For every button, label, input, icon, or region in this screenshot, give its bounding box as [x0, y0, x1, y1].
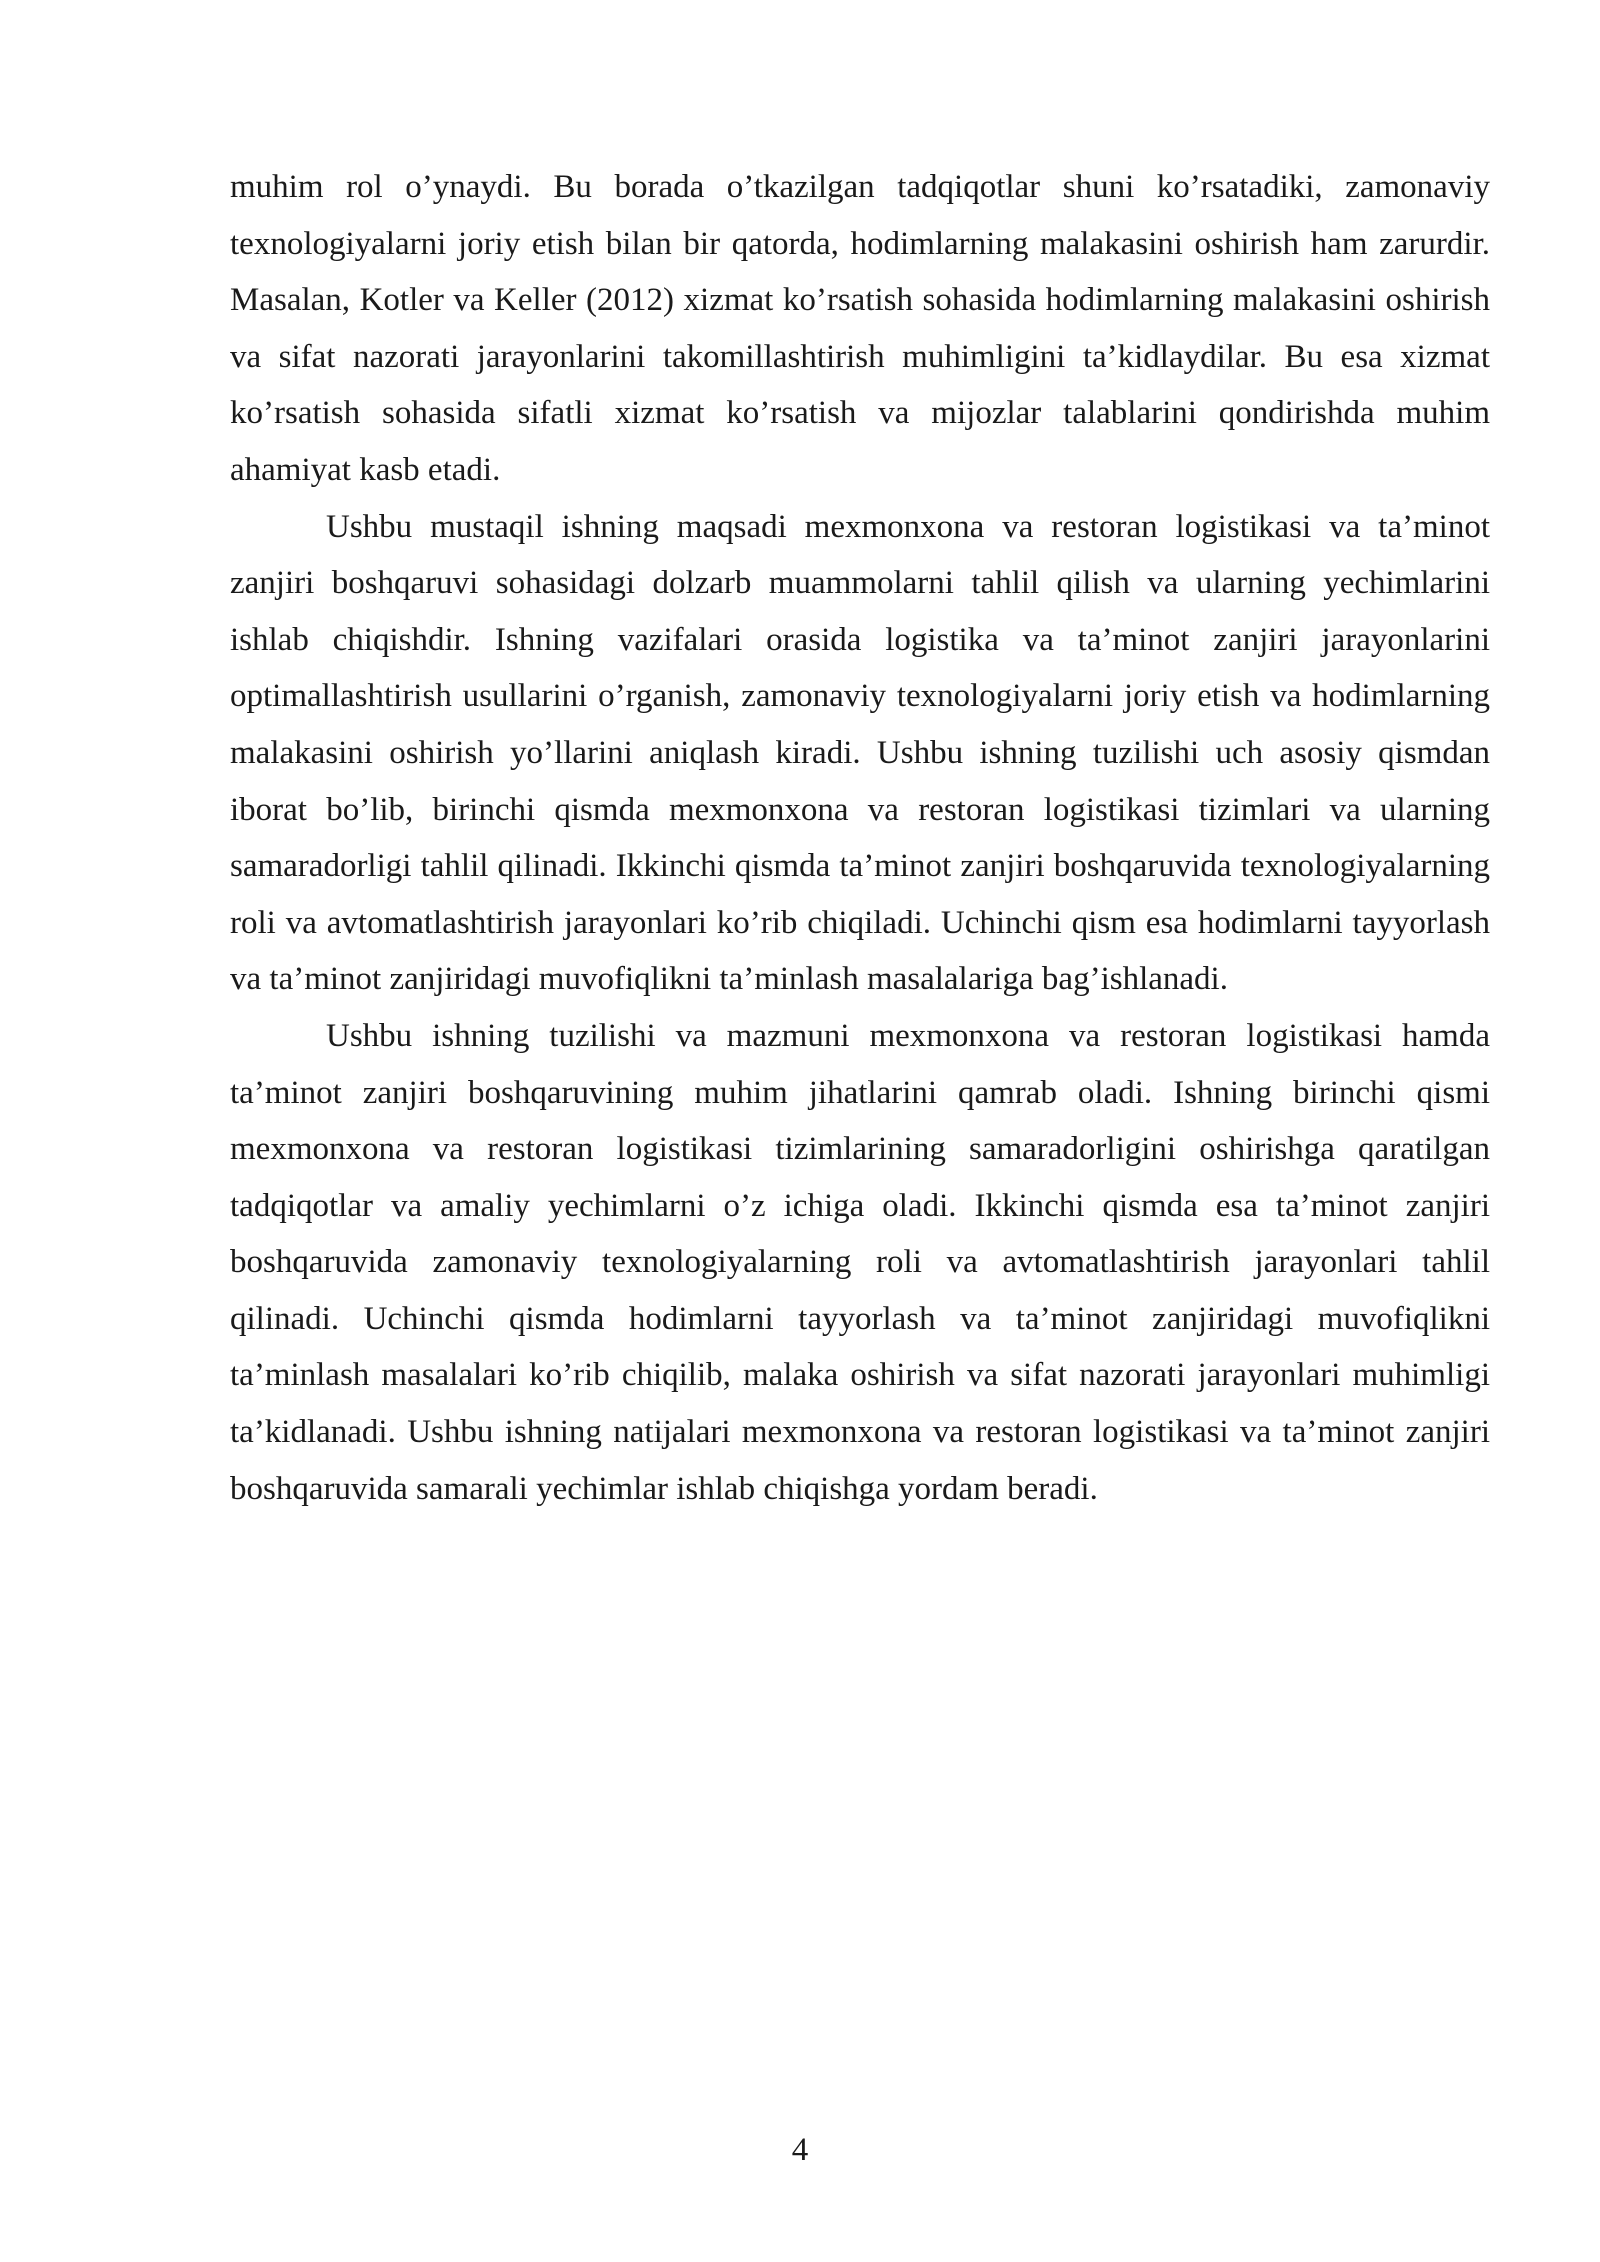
- paragraph-continuation: muhim rol o’ynaydi. Bu borada o’tkazilgan tadqiqotlar shuni ko’rsatadiki, zamonaviy texnologiyalarni joriy etish bilan bir qatorda, hodimlarning malakasini oshirish ham zarurdir. Masalan, Kotler va Keller (2012) xizmat ko’rsatish sohasida hodimlarning malakasini oshirish va sifat nazorati jarayonlarini takomillashtirish muhimligini ta’kidlaydilar. Bu esa xizmat ko’rsatish sohasida sifatli xizmat ko’rsatish va mijozlar talablarini qondirishda muhim ahamiyat kasb etadi.: [230, 169, 1490, 488]
- paragraph-structure: Ushbu ishning tuzilishi va mazmuni mexmonxona va restoran logistikasi hamda ta’minot zanjiri boshqaruvining muhim jihatlarini qamrab oladi. Ishning birinchi qismi mexmonxona va restoran logistikasi tizimlarining samaradorligini oshirishga qaratilgan tadqiqotlar va amaliy yechimlarni o’z ichiga oladi. Ikkinchi qismda esa ta’minot zanjiri boshqaruvida zamonaviy texnologiyalarning roli va avtomatlashtirish jarayonlari tahlil qilinadi. Uchinchi qismda hodimlarni tayyorlash va ta’minot zanjiridagi muvofiqlikni ta’minlash masalalari ko’rib chiqilib, malaka oshirish va sifat nazorati jarayonlari muhimligi ta’kidlanadi. Ushbu ishning natijalari mexmonxona va restoran logistikasi va ta’minot zanjiri boshqaruvida samarali yechimlar ishlab chiqishga yordam beradi.: [230, 1017, 1490, 1507]
- body-text: [230, 159, 1490, 1517]
- page-number: 4: [791, 2132, 809, 2168]
- paragraph-purpose: Ushbu mustaqil ishning maqsadi mexmonxona va restoran logistikasi va ta’minot zanjiri boshqaruvi sohasidagi dolzarb muammolarni tahlil qilish va ularning yechimlarini ishlab chiqishdir. Ishning vazifalari orasida logistika va ta’minot zanjiri jarayonlarini optimallashtirish usullarini o’rganish, zamonaviy texnologiyalarni joriy etish va hodimlarning malakasini oshirish yo’llarini aniqlash kiradi. Ushbu ishning tuzilishi uch asosiy qismdan iborat bo’lib, birinchi qismda mexmonxona va restoran logistikasi tizimlari va ularning samaradorligi tahlil qilinadi. Ikkinchi qismda ta’minot zanjiri boshqaruvida texnologiyalarning roli va avtomatlashtirish jarayonlari ko’rib chiqiladi. Uchinchi qism esa hodimlarni tayyorlash va ta’minot zanjiridagi muvofiqlikni ta’minlash masalalariga bag’ishlanadi.: [230, 508, 1490, 998]
